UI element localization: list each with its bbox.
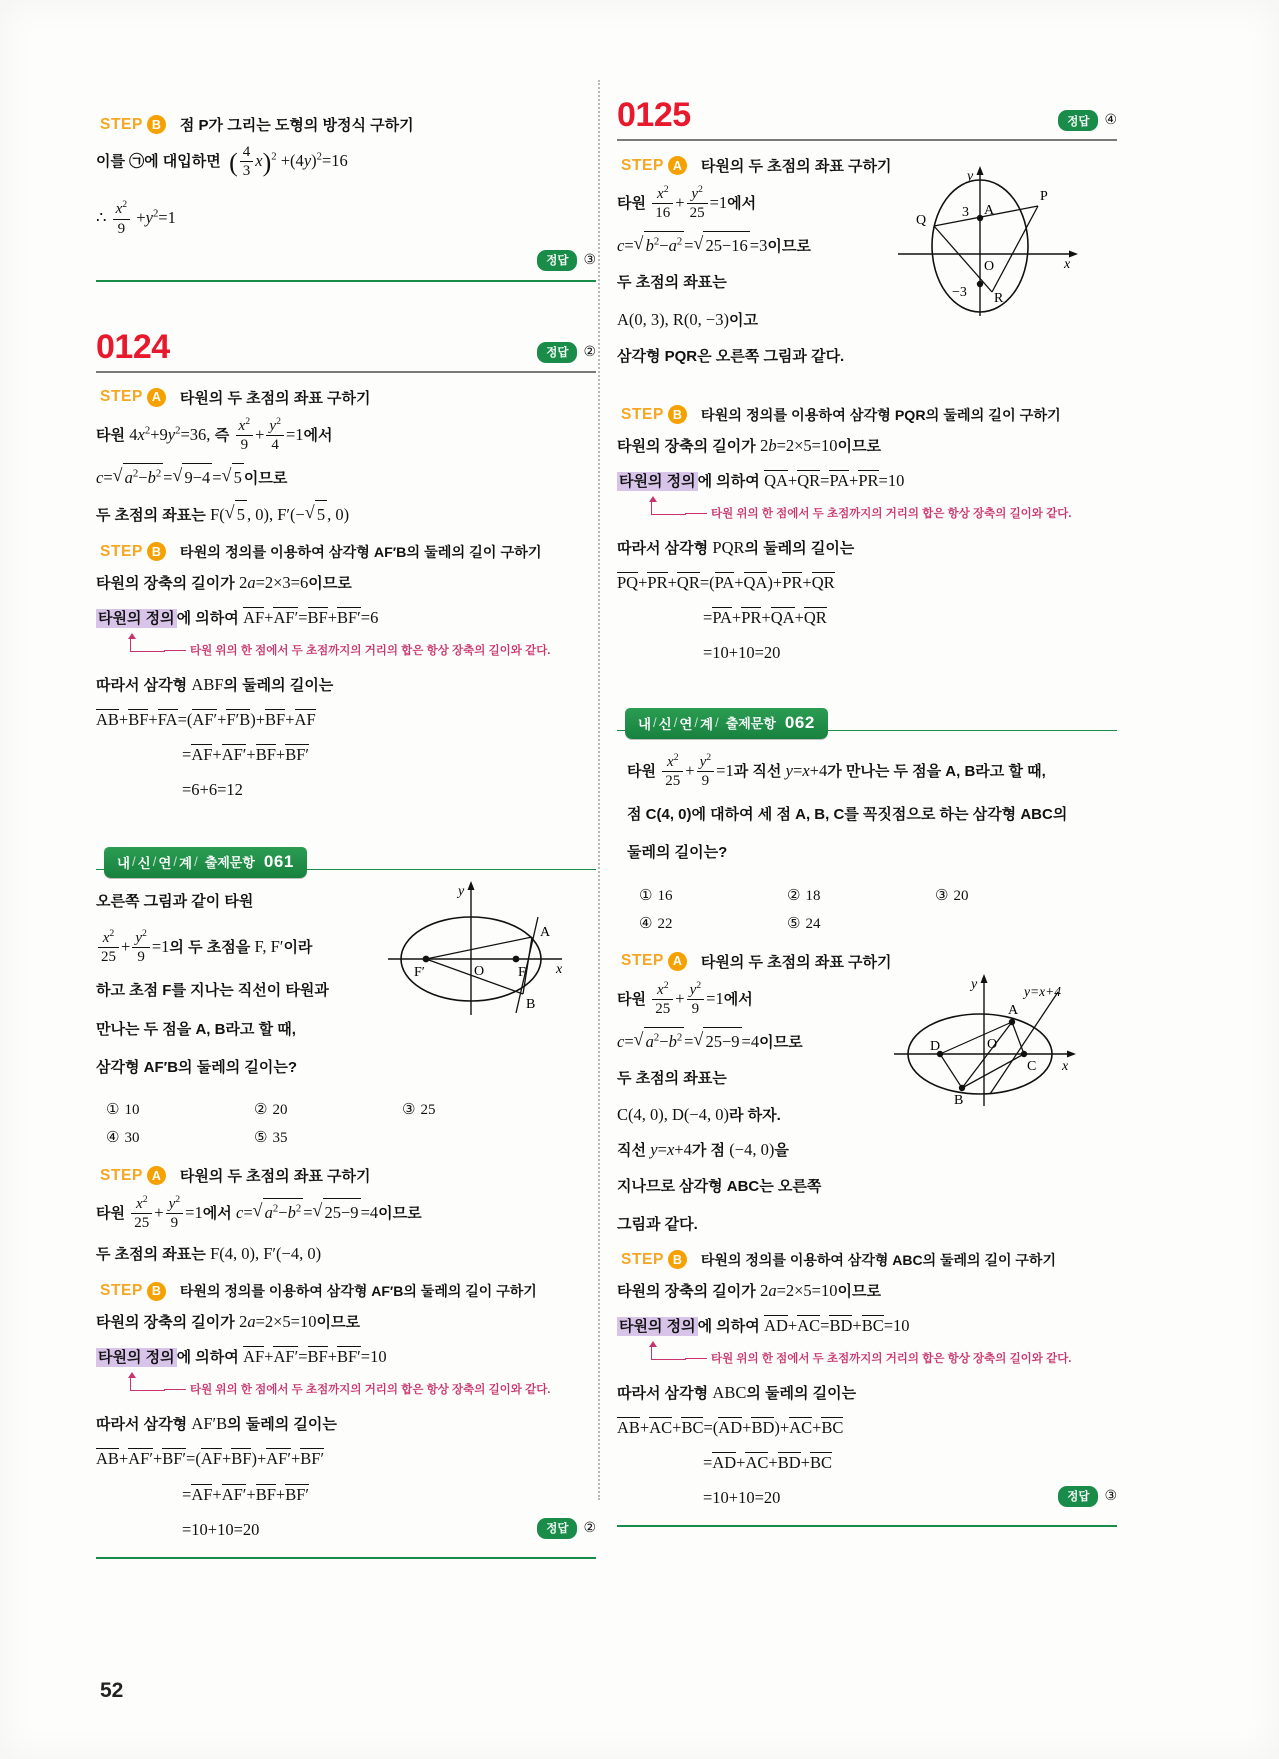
question-line: 점 C(4, 0)에 대하여 세 점 A, B, C를 꼭짓점으로 하는 삼각형 ABC의: [627, 806, 1068, 824]
solution-line: c= √ $a^2-b^2$ = √ 9−4 = √ 5 이므로: [96, 463, 596, 491]
answer-label: 정답: [537, 250, 577, 271]
svg-text:F′: F′: [414, 964, 425, 980]
section-divider: [96, 1557, 596, 1559]
equation-line: =10+10=20: [703, 1487, 781, 1507]
step-a-badge: A: [668, 952, 687, 971]
choice-text: 22: [657, 915, 673, 932]
svg-text:D: D: [930, 1038, 941, 1054]
naesin-char-4: 계: [700, 716, 714, 732]
question-line: 하고 초점 F를 지나는 직선이 타원과: [96, 982, 329, 1000]
choice-option[interactable]: [639, 914, 787, 933]
svg-text:−3: −3: [952, 285, 967, 300]
answer-label: 정답: [1058, 1486, 1098, 1507]
choice-text: 35: [272, 1130, 288, 1147]
definition-line: 타원의 정의 에 의하여 AF+AF′=BF+BF′=10: [98, 1347, 387, 1367]
choice-row: [106, 1100, 596, 1119]
solution-line: 타원의 장축의 길이가 2a=2×5=10이므로: [96, 1312, 360, 1332]
choice-text: 10: [124, 1102, 140, 1119]
naesin-slash: /: [673, 715, 678, 731]
step-a-badge: A: [147, 1166, 166, 1185]
problem-number: 0125: [617, 96, 691, 134]
svg-text:y: y: [971, 976, 978, 992]
step-a-badge: A: [668, 156, 687, 175]
answer-value: ④: [1104, 113, 1117, 128]
solution-line: 타원의 장축의 길이가 2b=2×5=10이므로: [617, 435, 881, 455]
right-column: [617, 98, 1117, 1527]
svg-text:A: A: [984, 203, 995, 218]
annotation-arrow-icon: [130, 638, 165, 652]
step-b-title: 타원의 정의를 이용하여 삼각형 AF′B의 둘레의 길이 구하기: [179, 544, 542, 561]
svg-text:C: C: [1027, 1058, 1037, 1074]
choice-number: ②: [787, 885, 801, 904]
solution-line: 두 초점의 좌표는: [617, 274, 727, 292]
footnote-annotation: [130, 638, 596, 660]
step-word: STEP: [100, 388, 143, 406]
equation-line: AB+AC+BC=(AD+BD)+AC+BC: [617, 1417, 844, 1437]
svg-text:y=x+4: y=x+4: [1024, 983, 1061, 999]
answer-value: ③: [583, 252, 596, 268]
step-word: STEP: [100, 115, 143, 133]
choice-text: 24: [805, 915, 821, 932]
definition-highlight: 타원의 정의: [98, 609, 175, 627]
problem-rule: [617, 139, 1117, 141]
step-b-header: [100, 542, 596, 562]
definition-line: 타원의 정의 에 의하여 QA+QR=PA+PR=10: [619, 470, 905, 490]
naesin-slash: /: [173, 854, 178, 870]
page-number: 52: [100, 1679, 124, 1702]
step-b-header: [621, 405, 1117, 425]
naesin-slash: /: [653, 715, 657, 731]
footnote-annotation: [130, 1377, 596, 1399]
definition-highlight: 타원의 정의: [98, 1349, 175, 1367]
answer-value: ③: [1104, 1488, 1117, 1504]
naesin-061-choices: [106, 1100, 596, 1147]
svg-text:B: B: [526, 996, 536, 1012]
choice-option[interactable]: [254, 1128, 402, 1147]
step-word: STEP: [621, 1250, 664, 1268]
solution-line: 따라서 삼각형 PQR의 둘레의 길이는: [617, 537, 855, 557]
solution-line: 두 초점의 좌표는: [617, 1069, 727, 1087]
svg-text:O: O: [984, 259, 995, 274]
choice-option[interactable]: [639, 886, 787, 905]
solution-line: 따라서 삼각형 ABC의 둘레의 길이는: [617, 1382, 857, 1402]
equation-line: =10+10=20: [703, 642, 781, 662]
naesin-slash: /: [715, 715, 719, 731]
problem-rule: [96, 371, 596, 373]
equation-line: =AF+AF′+BF+BF′: [182, 1484, 310, 1504]
step-a-header: [100, 1165, 596, 1186]
solution-line: 타원 $\frac{x^2}{25}$ + $\frac{y^2}{9}$ =1에서: [617, 979, 753, 1017]
answer-label: 정답: [537, 342, 577, 363]
equation-line: PQ+PR+QR=(PA+QA)+PR+QR: [617, 572, 835, 592]
svg-text:y: y: [458, 883, 465, 899]
naesin-char-1: 내: [117, 855, 131, 871]
naesin-char-3: 연: [679, 716, 693, 732]
choice-number: ②: [254, 1100, 268, 1119]
left-column: [96, 100, 596, 1559]
naesin-062-header: [617, 708, 1117, 740]
section-divider: [617, 1525, 1117, 1527]
choice-option[interactable]: [787, 914, 935, 933]
step-word: STEP: [100, 1282, 143, 1300]
answer-badge: [537, 250, 596, 271]
step-word: STEP: [621, 156, 664, 174]
solution-line: C(4, 0), D(−4, 0)라 하자.: [617, 1105, 781, 1125]
step-a-header: [100, 387, 596, 408]
definition-highlight: 타원의 정의: [619, 472, 696, 490]
solution-line: c= √ $b^2-a^2$ = √ 25−16 =3이므로: [617, 231, 867, 259]
choice-row: [639, 914, 1117, 933]
equation-line: =AD+AC+BD+BC: [703, 1452, 832, 1472]
question-line: 둘레의 길이는?: [627, 844, 728, 862]
choice-option[interactable]: [787, 886, 935, 905]
answer-badge: [1058, 110, 1117, 131]
choice-option[interactable]: [935, 886, 1083, 905]
definition-line: 타원의 정의 에 의하여 AD+AC=BD+BC=10: [619, 1315, 910, 1335]
choice-number: ④: [639, 913, 653, 932]
continued-solution-block: [96, 114, 596, 282]
solution-line: 직선 y=x+4가 점 (−4, 0)을: [617, 1140, 789, 1160]
figure-062-ellipse: [872, 966, 1087, 1116]
naesin-char-2: 신: [137, 855, 151, 871]
annotation-text: 타원 위의 한 점에서 두 초점까지의 거리의 합은 항상 장축의 길이와 같다.: [711, 507, 1072, 520]
definition-highlight: 타원의 정의: [619, 1317, 696, 1335]
question-line: 오른쪽 그림과 같이 타원: [96, 892, 254, 910]
solution-line: 따라서 삼각형 AF′B의 둘레의 길이는: [96, 1414, 337, 1434]
solution-line: 두 초점의 좌표는 F( √ 5 , 0), F′(− √ 5 , 0): [96, 500, 596, 528]
answer-badge: [537, 342, 596, 363]
column-divider: [598, 80, 600, 1500]
choice-text: 30: [124, 1130, 140, 1147]
question-line: 삼각형 AF′B의 둘레의 길이는?: [96, 1058, 297, 1076]
svg-text:3: 3: [962, 205, 969, 220]
step-word: STEP: [621, 952, 664, 970]
annotation-dash: [685, 513, 707, 514]
choice-row: [106, 1128, 596, 1147]
choice-text: 25: [420, 1102, 436, 1119]
problem-0124-header: [96, 327, 596, 373]
svg-text:x: x: [556, 961, 563, 977]
question-line: $\frac{x^2}{25}$ + $\frac{y^2}{9}$ =1의 두 초점을 F, F′이라: [96, 928, 386, 966]
choice-number: ③: [935, 885, 949, 904]
svg-text:B: B: [954, 1092, 964, 1108]
naesin-label: 출제문항: [204, 855, 255, 871]
annotation-text: 타원 위의 한 점에서 두 초점까지의 거리의 합은 항상 장축의 길이와 같다.: [711, 1352, 1072, 1365]
problem-number: 0124: [96, 327, 170, 366]
step-b-title: 타원의 정의를 이용하여 삼각형 PQR의 둘레의 길이 구하기: [700, 407, 1061, 424]
solution-line: 타원 $4x^2+9y^2=36$, 즉 $\frac{x^2}{9}$ + $\frac{y^2}{4}$ =1에서: [96, 415, 333, 453]
annotation-dash: [164, 650, 186, 651]
figure-061-ellipse: [366, 873, 576, 1023]
svg-text:x: x: [1064, 257, 1071, 272]
choice-text: 16: [657, 887, 673, 904]
solution-line: 타원의 장축의 길이가 2a=2×5=10이므로: [617, 1280, 881, 1300]
step-a-title: 타원의 두 초점의 좌표 구하기: [700, 953, 892, 971]
svg-text:y: y: [967, 169, 974, 184]
choice-row: [639, 886, 1117, 905]
naesin-number: 061: [263, 851, 294, 871]
equation-line: AB+AF′+BF′=(AF+BF)+AF′+BF′: [96, 1449, 325, 1469]
step-b-header: [621, 1250, 1117, 1270]
step-b-header: [100, 114, 596, 135]
step-a-title: 타원의 두 초점의 좌표 구하기: [179, 389, 371, 407]
naesin-slash: /: [194, 854, 198, 870]
choice-text: 20: [953, 887, 969, 904]
footnote-annotation: [651, 1346, 1117, 1368]
answer-row: [96, 247, 596, 273]
equation-line: [96, 199, 596, 237]
equation-line: AB+BF+FA=(AF′+F′B)+BF+AF: [96, 709, 316, 729]
svg-text:A: A: [540, 924, 551, 940]
question-line: 타원 $\frac{x^2}{25}$ + $\frac{y^2}{9}$ =1과 직선 y=x+4가 만나는 두 점을 A, B라고 할 때,: [627, 751, 1046, 790]
naesin-slash: /: [152, 854, 157, 870]
svg-text:F: F: [518, 964, 526, 980]
naesin-062-question: [627, 752, 1117, 868]
svg-text:Q: Q: [916, 213, 927, 228]
step-word: STEP: [100, 1166, 143, 1184]
naesin-label: 출제문항: [725, 716, 776, 732]
step-a-badge: A: [147, 388, 166, 407]
solution-line: c= √ $a^2-b^2$ = √ 25−9 =4이므로: [617, 1027, 872, 1055]
section-divider: [96, 280, 596, 282]
equation-prefix: 이를 ㉠에 대입하면: [96, 153, 221, 170]
equation-line: =10+10=20: [182, 1519, 260, 1539]
solution-line: 지나므로 삼각형 ABC는 오른쪽: [617, 1178, 822, 1196]
choice-option[interactable]: [254, 1100, 402, 1119]
annotation-dash: [685, 1358, 707, 1359]
equation-line: =6+6=12: [182, 779, 243, 799]
svg-text:O: O: [987, 1036, 998, 1052]
naesin-slash: /: [694, 715, 699, 731]
choice-option[interactable]: [106, 1128, 254, 1147]
figure-0125-ellipse: [872, 156, 1087, 326]
svg-text:A: A: [1008, 1002, 1019, 1018]
naesin-char-4: 계: [179, 855, 193, 871]
naesin-char-3: 연: [158, 855, 172, 871]
naesin-slash: /: [132, 854, 136, 870]
equation-body: ( $\frac{4}{3}$ $x)^2 +(4y)^2=16$: [229, 144, 348, 180]
solution-line: 두 초점의 좌표는 F(4, 0), F′(−4, 0): [96, 1244, 322, 1264]
choice-number: ④: [106, 1128, 120, 1147]
svg-text:O: O: [474, 963, 485, 979]
question-line: 만나는 두 점을 A, B라고 할 때,: [96, 1020, 296, 1038]
annotation-arrow-icon: [651, 501, 686, 515]
step-b-header: [100, 1281, 596, 1301]
naesin-061-question: [96, 883, 596, 1082]
annotation-text: 타원 위의 한 점에서 두 초점까지의 거리의 합은 항상 장축의 길이와 같다.: [190, 1384, 551, 1397]
solution-line: 타원의 장축의 길이가 2a=2×3=6이므로: [96, 572, 352, 592]
naesin-badge: [625, 708, 828, 739]
answer-badge: [1058, 1486, 1117, 1507]
choice-number: ⑤: [254, 1128, 268, 1147]
step-word: STEP: [100, 542, 143, 560]
step-b-badge: B: [147, 115, 166, 134]
choice-number: ①: [106, 1100, 120, 1119]
annotation-arrow-icon: [130, 1377, 165, 1391]
solution-line: 타원 $\frac{x^2}{25}$ + $\frac{y^2}{9}$ =1에서 c= √ $a^2-b^2$ = √ 25−9 =4이므로: [96, 1194, 596, 1232]
equation-line: =AF+AF′+BF+BF′: [182, 744, 310, 764]
answer-label: 정답: [537, 1518, 577, 1539]
solution-line: 타원 $\frac{x^2}{16}$ + $\frac{y^2}{25}$ =1에서: [617, 184, 757, 222]
step-b-badge: B: [668, 1250, 687, 1269]
answer-label: 정답: [1058, 110, 1098, 131]
step-b-title: 타원의 정의를 이용하여 삼각형 AF′B의 둘레의 길이 구하기: [179, 1283, 537, 1300]
equation-line: =PA+PR+QA+QR: [703, 607, 827, 627]
annotation-text: 타원 위의 한 점에서 두 초점까지의 거리의 합은 항상 장축의 길이와 같다.: [190, 644, 551, 657]
choice-number: ⑤: [787, 913, 801, 932]
step-word: STEP: [621, 405, 664, 423]
step-b-badge: B: [147, 1282, 166, 1301]
naesin-062-choices: [639, 886, 1117, 933]
annotation-arrow-icon: [651, 1346, 686, 1360]
solution-line: 삼각형 PQR은 오른쪽 그림과 같다.: [617, 347, 845, 365]
svg-text:x: x: [1062, 1058, 1069, 1074]
choice-option[interactable]: [402, 1100, 550, 1119]
answer-value: ②: [583, 1520, 596, 1536]
svg-text:P: P: [1040, 189, 1048, 204]
svg-text:R: R: [994, 291, 1004, 306]
solution-line: 따라서 삼각형 ABF의 둘레의 길이는: [96, 674, 334, 694]
choice-number: ③: [402, 1100, 416, 1119]
naesin-char-1: 내: [638, 716, 652, 732]
choice-text: 18: [805, 887, 821, 904]
step-a-title: 타원의 두 초점의 좌표 구하기: [179, 1168, 371, 1186]
choice-text: 20: [272, 1102, 288, 1119]
choice-option[interactable]: [106, 1100, 254, 1119]
answer-badge: [537, 1518, 596, 1539]
annotation-dash: [164, 1389, 186, 1390]
step-a-title: 타원의 두 초점의 좌표 구하기: [700, 158, 892, 175]
solution-line: 그림과 같다.: [617, 1216, 698, 1234]
equation-body: ∴ $\frac{x^2}{9}$ $+y^2=1$: [96, 199, 176, 237]
step-b-badge: B: [668, 405, 687, 424]
choice-number: ①: [639, 885, 653, 904]
step-b-badge: B: [147, 542, 166, 561]
step-b-title: 점 P가 그리는 도형의 방정식 구하기: [179, 117, 414, 134]
step-b-title: 타원의 정의를 이용하여 삼각형 ABC의 둘레의 길이 구하기: [700, 1251, 1056, 1268]
problem-0125-header: [617, 98, 1117, 141]
naesin-char-2: 신: [658, 716, 672, 732]
definition-line: 타원의 정의 에 의하여 AF+AF′=BF+BF′=6: [98, 607, 379, 627]
footnote-annotation: [651, 501, 1117, 523]
solution-line: A(0, 3), R(0, −3)이고: [617, 309, 758, 329]
answer-value: ②: [583, 344, 596, 360]
naesin-number: 062: [784, 712, 815, 732]
equation-line: [96, 143, 596, 183]
naesin-badge: [104, 847, 307, 878]
